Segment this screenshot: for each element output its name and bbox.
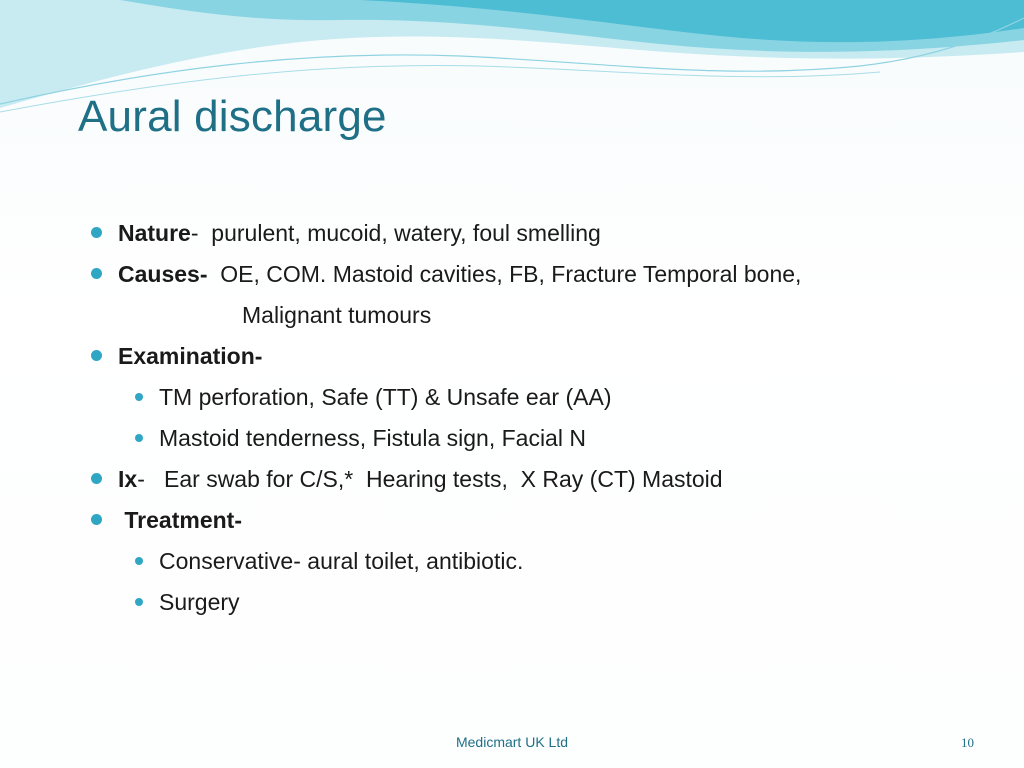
sub-bullet-icon xyxy=(135,434,143,442)
list-item xyxy=(90,214,990,255)
bullet-icon xyxy=(91,350,102,361)
item-label: Ix xyxy=(118,466,138,492)
sub-list-item xyxy=(90,378,990,419)
list-item-continuation xyxy=(90,296,990,337)
bullet-icon xyxy=(91,514,102,525)
item-text: - purulent, mucoid, watery, foul smelling xyxy=(190,220,601,246)
sub-list-item xyxy=(90,419,990,460)
sub-bullet-icon xyxy=(135,393,143,401)
item-text: Mastoid tenderness, Fistula sign, Facial N xyxy=(159,425,586,451)
sub-list-item xyxy=(90,583,990,624)
item-label: Nature xyxy=(118,220,191,246)
footer-text: Medicmart UK Ltd xyxy=(455,734,569,750)
list-item xyxy=(90,501,990,542)
item-label: Causes- xyxy=(118,261,208,287)
bullet-icon xyxy=(91,268,102,279)
list-item xyxy=(90,255,990,296)
sub-bullet-icon xyxy=(135,557,143,565)
bullet-icon xyxy=(91,473,102,484)
item-text: OE, COM. Mastoid cavities, FB, Fracture Temporal bone, xyxy=(207,261,802,287)
item-text: Malignant tumours xyxy=(242,302,432,328)
item-text: TM perforation, Safe (TT) & Unsafe ear (AA) xyxy=(159,384,612,410)
bullet-list xyxy=(90,214,990,624)
item-text: - Ear swab for C/S,* Hearing tests, X Ray (CT) Mastoid xyxy=(137,466,723,492)
item-label: Examination- xyxy=(118,343,263,369)
item-text: Conservative- aural toilet, antibiotic. xyxy=(159,548,524,574)
item-label: Treatment- xyxy=(118,507,242,533)
bullet-icon xyxy=(91,227,102,238)
item-text: Surgery xyxy=(159,589,240,615)
sub-bullet-icon xyxy=(135,598,143,606)
list-item xyxy=(90,337,990,378)
slide-title: Aural discharge xyxy=(78,92,387,141)
list-item xyxy=(90,460,990,501)
sub-list-item xyxy=(90,542,990,583)
page-number: 10 xyxy=(961,735,974,750)
